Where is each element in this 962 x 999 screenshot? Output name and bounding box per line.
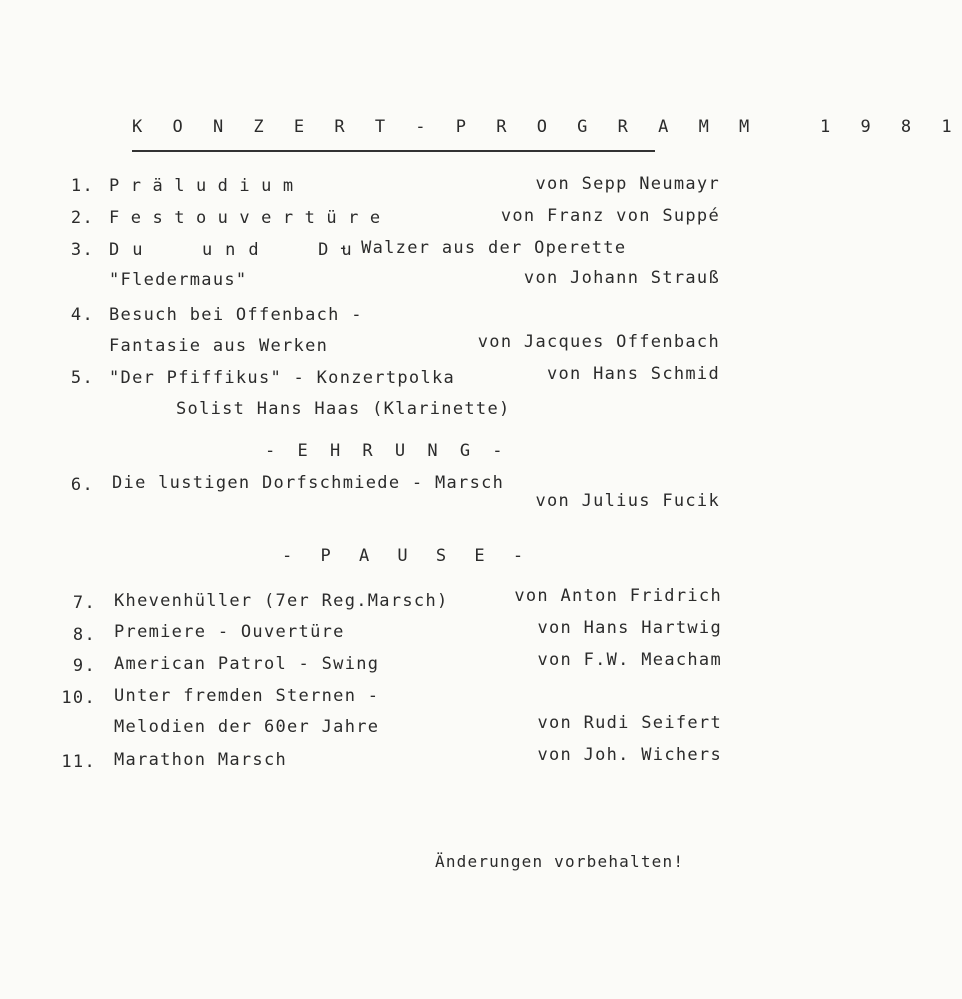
- item-soloist-5: Solist Hans Haas (Klarinette): [176, 399, 511, 419]
- item-title-3: Du und Du: [109, 240, 365, 260]
- item-composer-3: von Johann Strauß: [523, 268, 720, 288]
- item-composer-1: von Sepp Neumayr: [535, 174, 720, 194]
- item-title-6: Die lustigen Dorfschmiede - Marsch: [112, 473, 505, 493]
- item-title-5: "Der Pfiffikus" - Konzertpolka: [109, 368, 456, 388]
- item-title-2: Festouvertüre: [109, 208, 392, 228]
- title-underline: [132, 150, 655, 152]
- item-line-10b: Melodien der 60er Jahre: [114, 717, 380, 737]
- item-number-4: 4.: [70, 305, 94, 325]
- item-line-4b: Fantasie aus Werken: [109, 336, 329, 356]
- item-number-2: 2.: [70, 208, 94, 228]
- item-number-7: 7.: [72, 593, 96, 613]
- item-number-9: 9.: [72, 656, 96, 676]
- item-composer-7: von Anton Fridrich: [514, 586, 722, 606]
- item-title-9: American Patrol - Swing: [114, 654, 380, 674]
- item-number-6: 6.: [70, 475, 94, 495]
- section-pause: - P A U S E -: [282, 546, 533, 566]
- item-composer-10: von Rudi Seifert: [537, 713, 722, 733]
- item-composer-2: von Franz von Suppé: [500, 206, 720, 226]
- item-composer-4: von Jacques Offenbach: [477, 332, 720, 352]
- item-title-1: Präludium: [109, 176, 305, 196]
- section-ehrung: - E H R U N G -: [265, 441, 509, 461]
- item-subtitle-3: - Walzer aus der Operette: [338, 238, 627, 258]
- item-title-8: Premiere - Ouvertüre: [114, 622, 345, 642]
- page-title: K O N Z E R T - P R O G R A M M 1 9 8 1: [132, 117, 962, 137]
- item-composer-6: von Julius Fucik: [535, 491, 720, 511]
- footer-note: Änderungen vorbehalten!: [435, 852, 685, 871]
- item-composer-8: von Hans Hartwig: [537, 618, 722, 638]
- item-composer-9: von F.W. Meacham: [537, 650, 722, 670]
- item-number-10: 10.: [61, 688, 96, 708]
- item-number-11: 11.: [61, 752, 96, 772]
- item-number-8: 8.: [72, 625, 96, 645]
- item-title-11: Marathon Marsch: [114, 750, 288, 770]
- item-title-4: Besuch bei Offenbach -: [109, 305, 363, 325]
- item-number-5: 5.: [70, 368, 94, 388]
- item-number-1: 1.: [70, 176, 94, 196]
- item-title-7: Khevenhüller (7er Reg.Marsch): [114, 591, 449, 611]
- item-line-3b: "Fledermaus": [109, 270, 248, 290]
- item-title-10: Unter fremden Sternen -: [114, 686, 380, 706]
- item-number-3: 3.: [70, 240, 94, 260]
- item-composer-11: von Joh. Wichers: [537, 745, 722, 765]
- item-composer-5: von Hans Schmid: [546, 364, 720, 384]
